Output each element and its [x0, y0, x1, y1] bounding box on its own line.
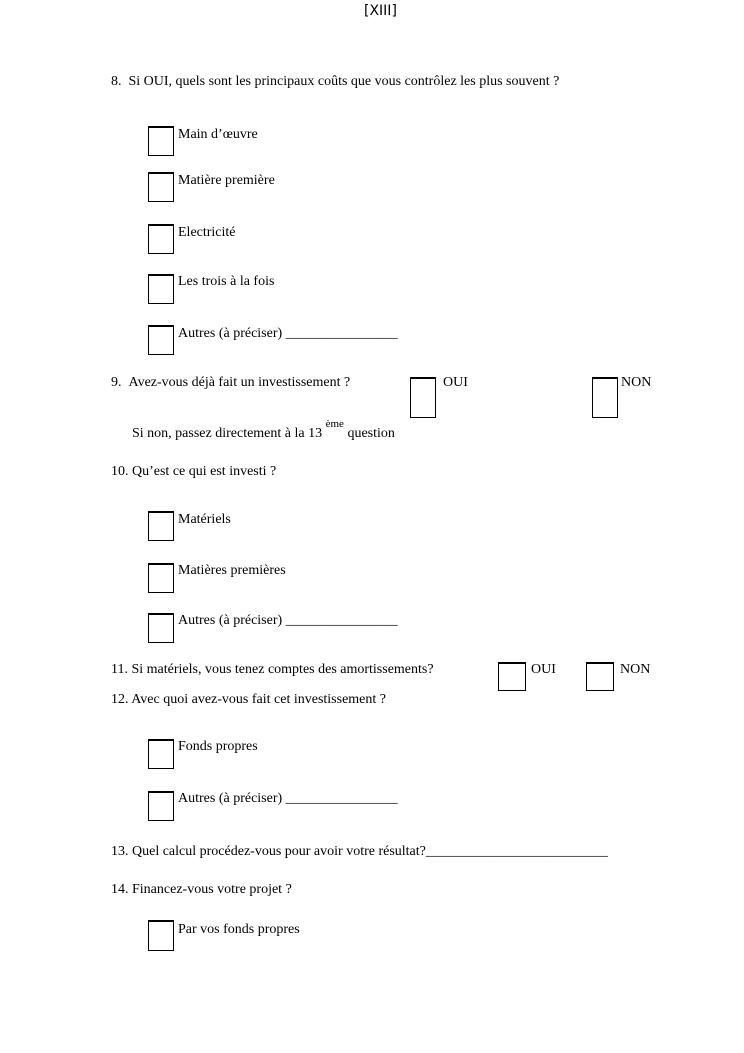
option-q8-autres: Autres (à préciser) ________________ — [178, 326, 398, 341]
checkbox-q9-oui[interactable] — [410, 377, 436, 418]
option-q8-les-trois: Les trois à la fois — [178, 274, 275, 289]
checkbox-q12-fonds-propres[interactable] — [148, 739, 174, 769]
q9-note-superscript: ème — [325, 418, 344, 430]
checkbox-q10-materiels[interactable] — [148, 511, 174, 541]
q9-note-prefix: Si non, passez directement à la 13 — [132, 426, 323, 441]
label-q11-non: NON — [620, 662, 651, 677]
question-8: 8. Si OUI, quels sont les principaux coûts que vous contrôlez les plus souvent ? — [111, 74, 560, 89]
question-13: 13. Quel calcul procédez-vous pour avoir votre résultat?__________________________ — [111, 844, 608, 859]
question-14: 14. Financez-vous votre projet ? — [111, 882, 292, 897]
question-11: 11. Si matériels, vous tenez comptes des amortissements? — [111, 662, 434, 677]
option-q8-main-oeuvre: Main d’œuvre — [178, 127, 258, 142]
label-q11-oui: OUI — [531, 662, 556, 677]
label-q9-oui: OUI — [443, 375, 468, 390]
option-q10-materiels: Matériels — [178, 512, 231, 527]
checkbox-q8-autres[interactable] — [148, 325, 174, 355]
option-q8-matiere-premiere: Matière première — [178, 173, 275, 188]
checkbox-q8-electricite[interactable] — [148, 224, 174, 254]
question-10: 10. Qu’est ce qui est investi ? — [111, 464, 277, 479]
page-number: [XIII] — [364, 3, 397, 19]
question-9: 9. Avez-vous déjà fait un investissement ? — [111, 375, 351, 390]
checkbox-q14-fonds-propres[interactable] — [148, 920, 174, 951]
q9-note-suffix: question — [347, 426, 395, 441]
checkbox-q8-matiere-premiere[interactable] — [148, 172, 174, 202]
option-q8-electricite: Electricité — [178, 225, 236, 240]
option-q10-matieres-premieres: Matières premières — [178, 563, 286, 578]
checkbox-q12-autres[interactable] — [148, 791, 174, 821]
option-q12-autres: Autres (à préciser) ________________ — [178, 791, 398, 806]
option-q12-fonds-propres: Fonds propres — [178, 739, 258, 754]
checkbox-q9-non[interactable] — [592, 377, 618, 418]
label-q9-non: NON — [621, 375, 652, 390]
checkbox-q8-les-trois[interactable] — [148, 274, 174, 304]
checkbox-q10-autres[interactable] — [148, 613, 174, 643]
checkbox-q11-non[interactable] — [586, 662, 614, 691]
checkbox-q11-oui[interactable] — [498, 662, 526, 691]
option-q14-fonds-propres: Par vos fonds propres — [178, 922, 300, 937]
q9-skip-note — [132, 418, 395, 442]
checkbox-q10-matieres-premieres[interactable] — [148, 563, 174, 593]
question-12: 12. Avec quoi avez-vous fait cet investissement ? — [111, 692, 386, 707]
option-q10-autres: Autres (à préciser) ________________ — [178, 613, 398, 628]
checkbox-q8-main-oeuvre[interactable] — [148, 126, 174, 156]
